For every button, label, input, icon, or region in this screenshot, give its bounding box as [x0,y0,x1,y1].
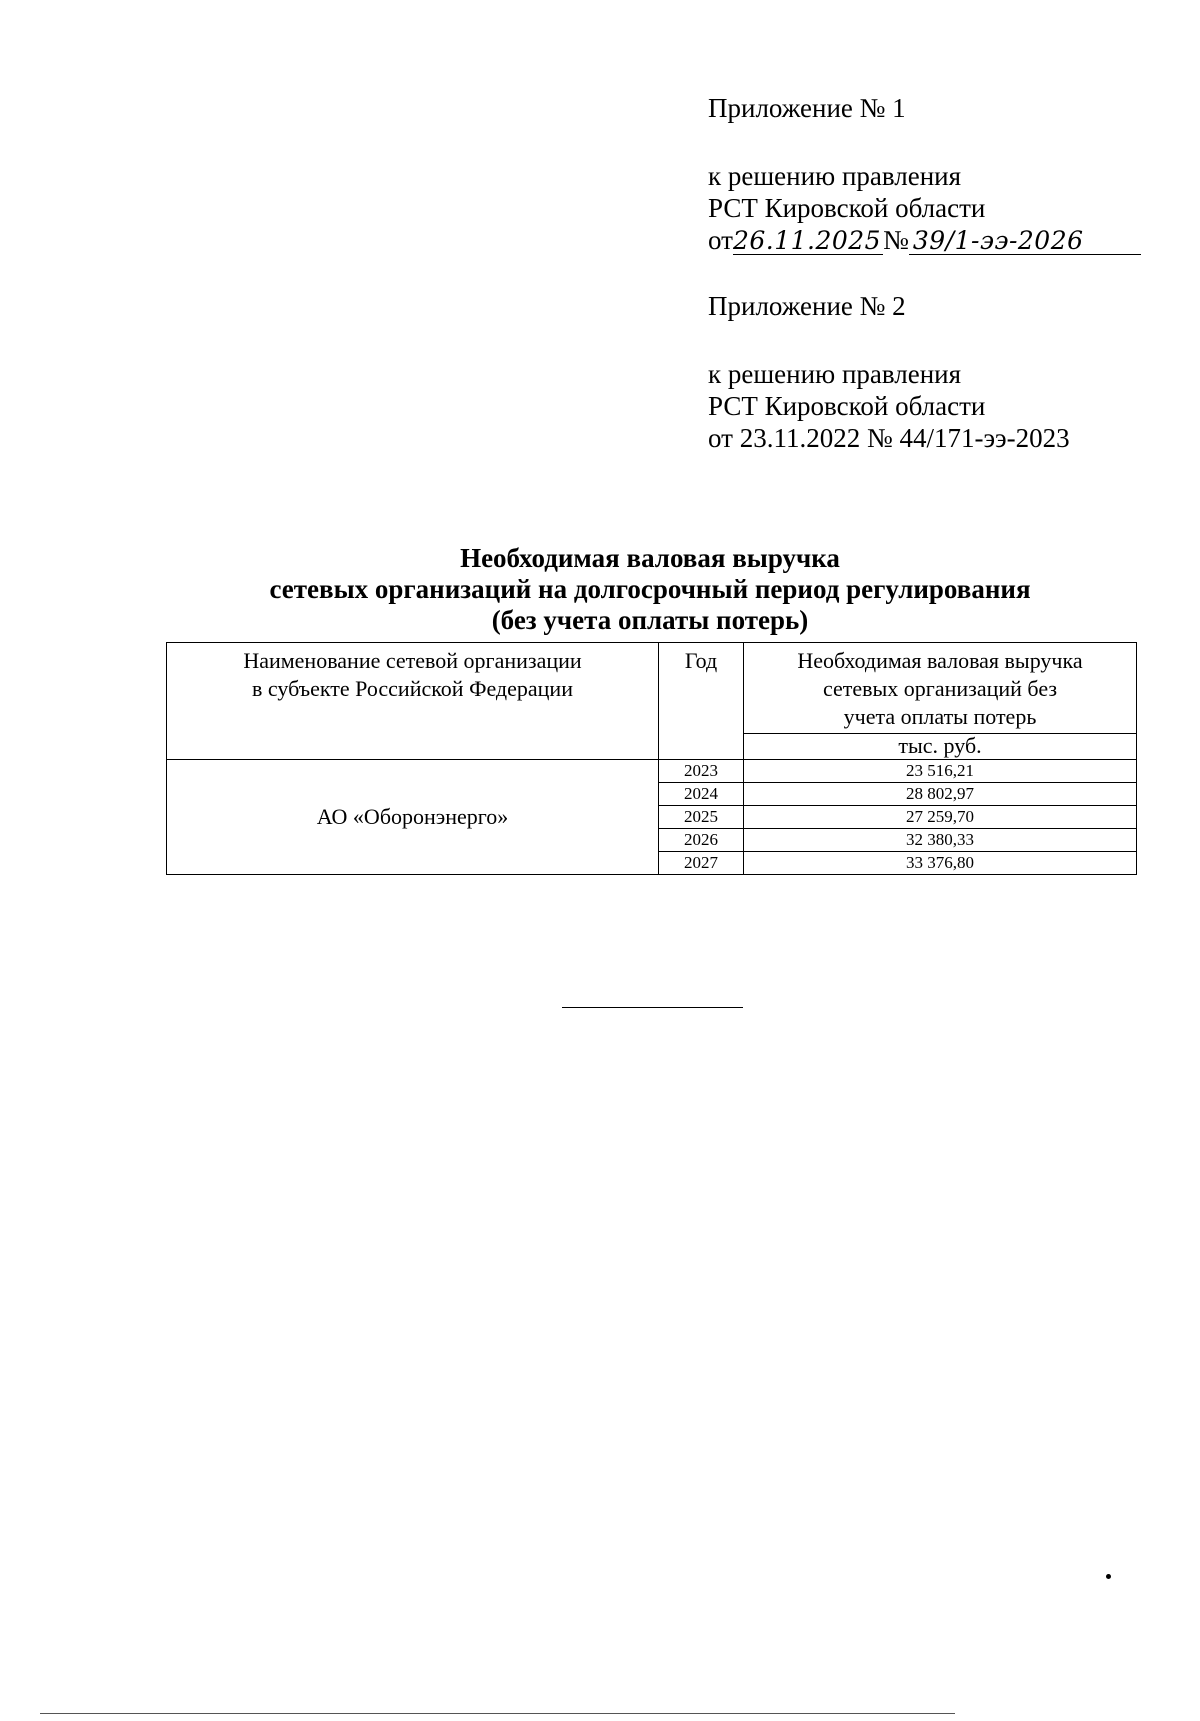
value-cell: 23 516,21 [744,760,1137,783]
value-cell: 32 380,33 [744,829,1137,852]
year-cell: 2026 [659,829,744,852]
header-year: Год [659,643,744,760]
year-cell: 2027 [659,852,744,875]
header-org-name [167,643,659,760]
header-rev-line1: Необходимая валовая выручка [797,648,1083,673]
value-cell: 27 259,70 [744,806,1137,829]
header-revenue [744,643,1137,734]
heading-line3: (без учета оплаты потерь) [491,605,809,635]
annex1-line2: РСТ Кировской области [708,193,986,223]
handwritten-date: 26.11.2025 [732,226,882,255]
year-cell: 2024 [659,783,744,806]
annex2-title-text: Приложение № 2 [708,291,906,321]
annex1-number-sign: № [883,225,909,255]
annex2-line3: от 23.11.2022 № 44/171-ээ-2023 [708,423,1070,453]
year-cell: 2025 [659,806,744,829]
annex1-title [708,92,906,124]
header-org-line1: Наименование сетевой организации [243,648,582,673]
annex1-title-text: Приложение № 1 [708,93,906,123]
year-cell: 2023 [659,760,744,783]
scan-bottom-edge [40,1713,955,1714]
table-header-row [167,643,1137,734]
heading-line2: сетевых организаций на долгосрочный период регулирования [269,574,1031,604]
annex1-body [708,160,1141,256]
document-heading [0,543,1200,636]
annex2-line1: к решению правления [708,359,962,389]
annex2-title [708,290,906,322]
revenue-table [166,642,1137,875]
annex2-body [708,358,1070,454]
table-row [167,760,1137,783]
header-org-line2: в субъекте Российской Федерации [252,676,573,701]
handwritten-number: 39/1-ээ-2026 [909,228,1141,255]
header-rev-line2: сетевых организаций без [822,676,1058,701]
stray-dot [1106,1574,1111,1579]
value-cell: 28 802,97 [744,783,1137,806]
end-separator-line [562,1007,743,1008]
organization-cell: АО «Оборонэнерго» [167,760,659,875]
annex1-line1: к решению правления [708,161,962,191]
heading-line1: Необходимая валовая выручка [460,543,840,573]
value-cell: 33 376,80 [744,852,1137,875]
annex1-prefix: от [708,225,733,255]
annex1-date-line [708,224,1141,256]
header-unit: тыс. руб. [744,734,1137,760]
annex2-line2: РСТ Кировской области [708,391,986,421]
header-rev-line3: учета оплаты потерь [843,704,1037,729]
